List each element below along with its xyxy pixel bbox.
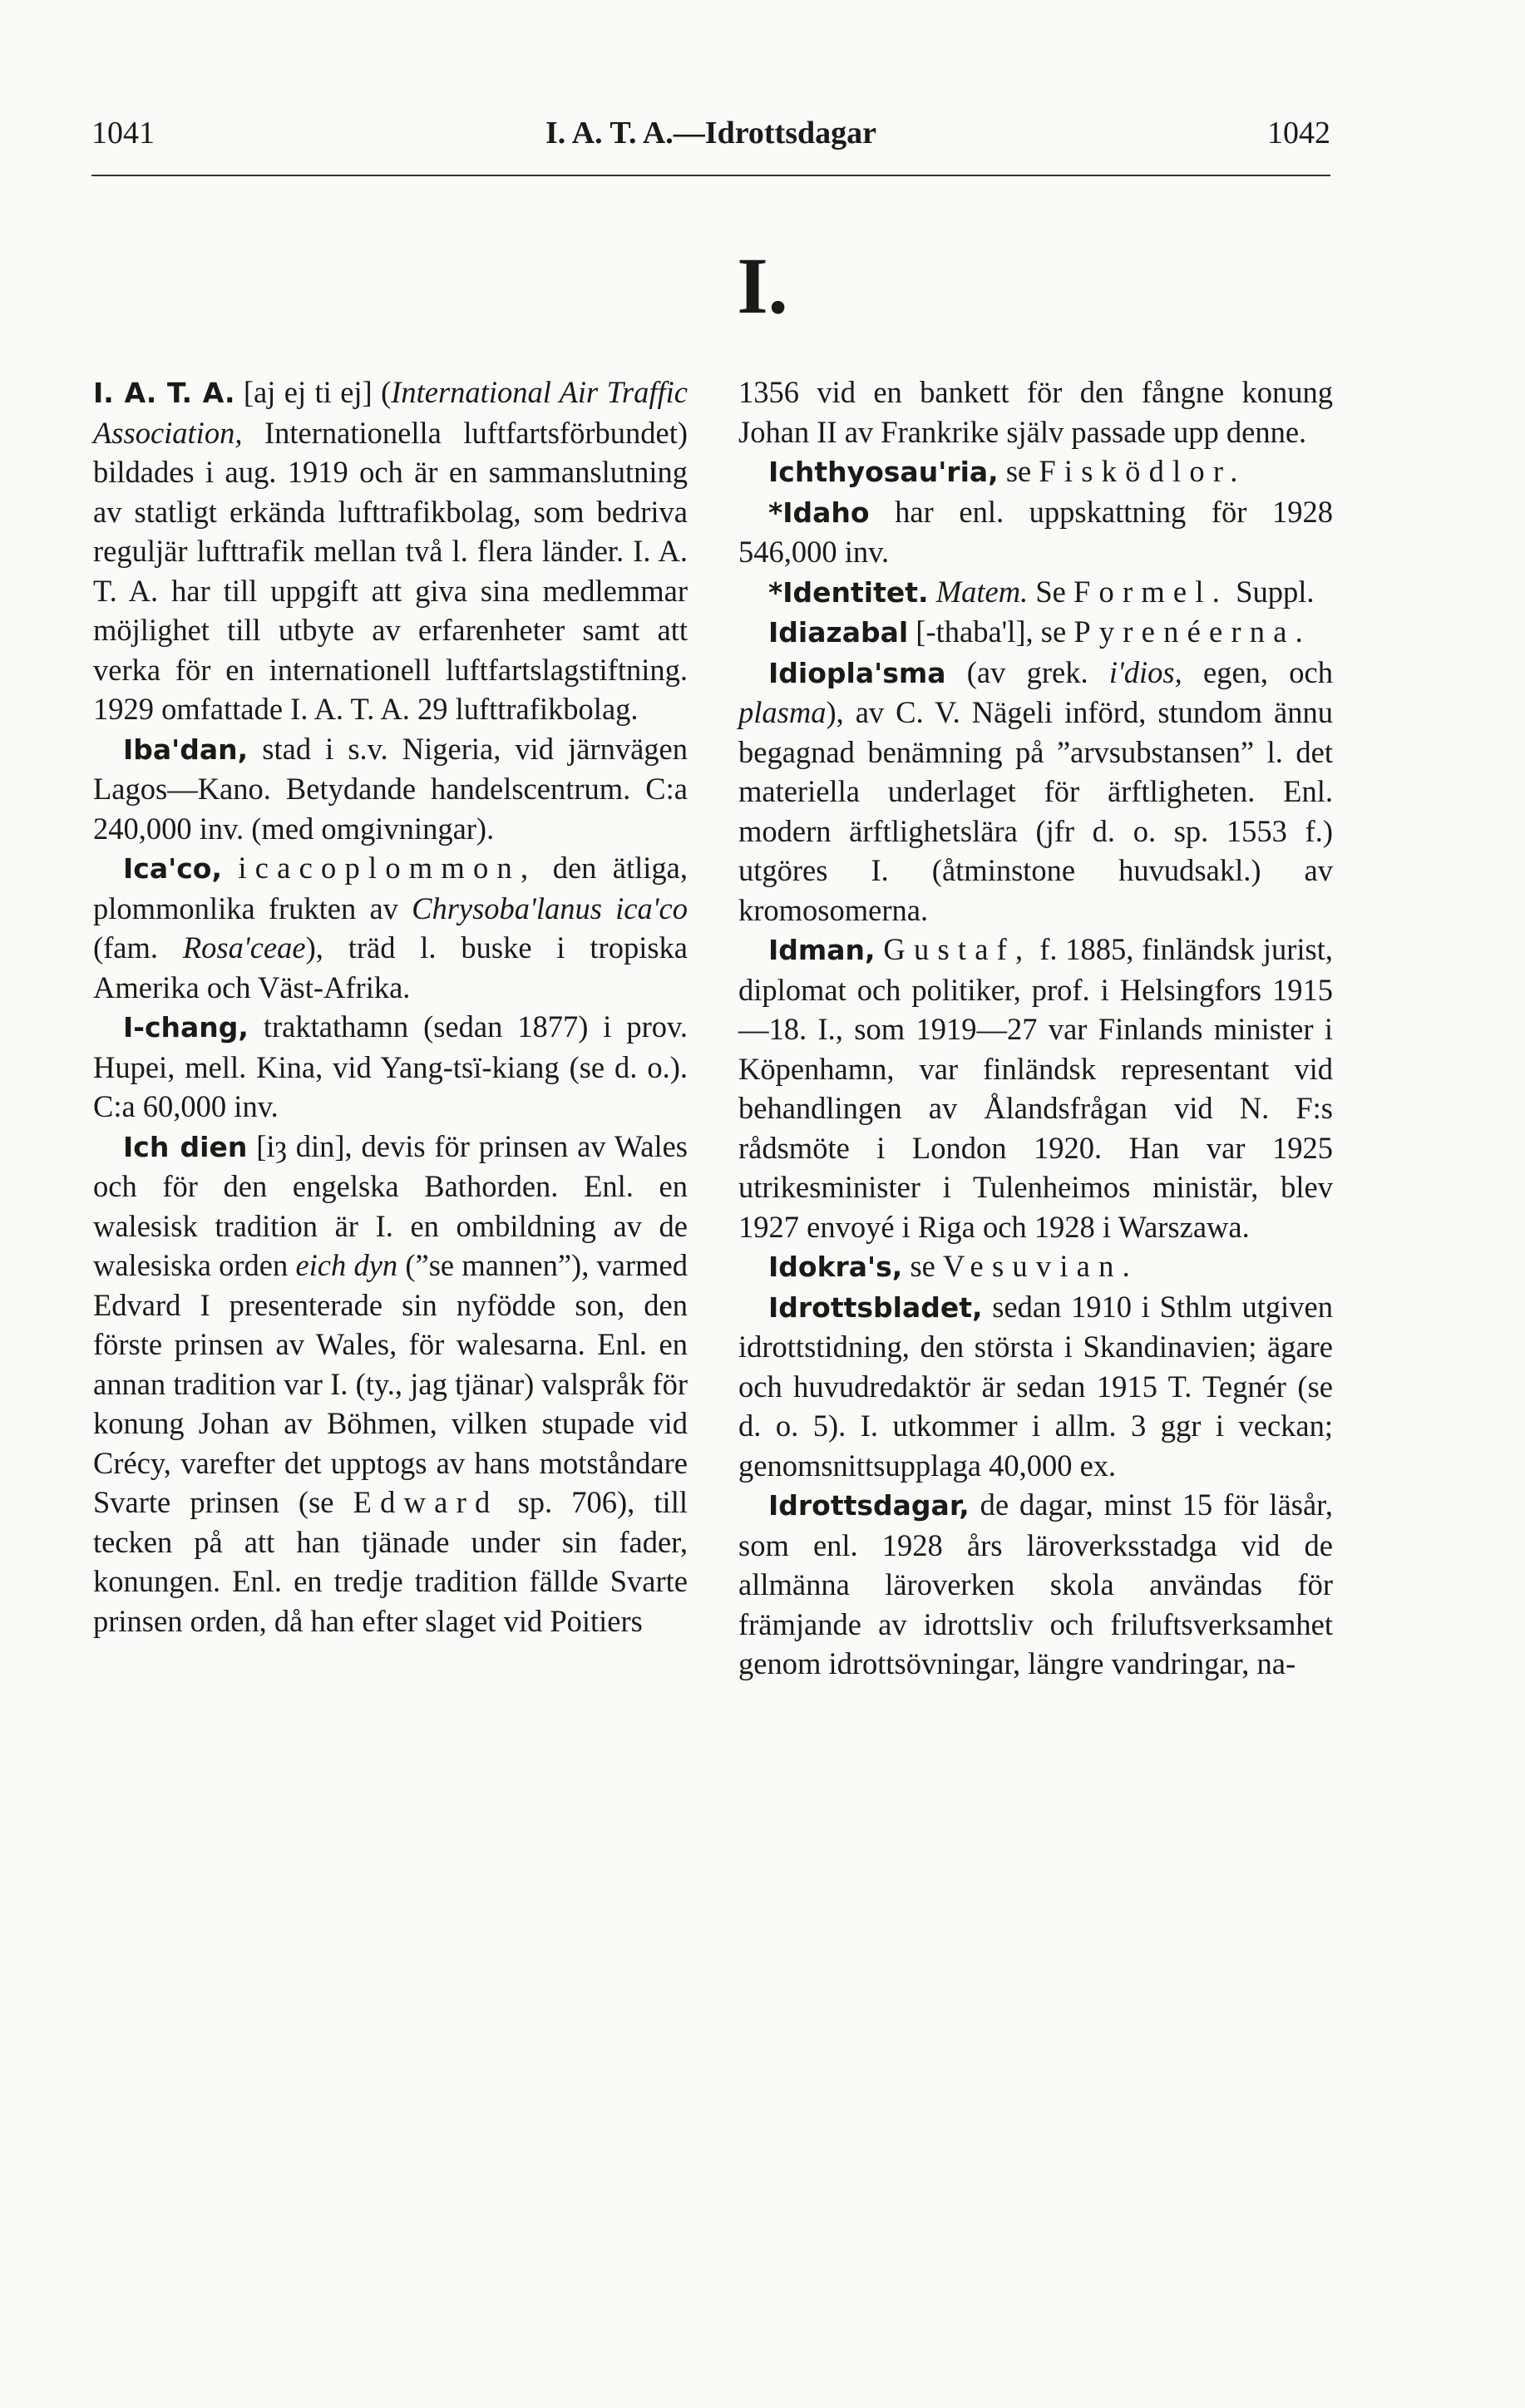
article-entry: [738, 1246, 1333, 1287]
left-column: [93, 373, 688, 1641]
body-text: egen, och: [1182, 654, 1333, 689]
body-text: [-thaba'l], se: [908, 614, 1074, 649]
spaced-cross-reference: Edward: [353, 1485, 499, 1519]
body-text: Se: [1028, 574, 1073, 609]
body-text: 1356 vid en bankett för den fångne konung Johan II av Frankrike själv passade upp denne.: [738, 375, 1333, 449]
body-text: ), av C. V. Nägeli införd, stundom ännu begagnad benämning på ”arvsubstansen” l. det materiella underlaget för ärftligheten. Enl. modern ärftlighetslära (jfr d. o. sp. 1553 f.) utgöres I. (åtminstone huvudsakl.) av kromosomerna.: [738, 695, 1333, 927]
page-number-right: 1042: [1267, 116, 1330, 150]
article-entry: [738, 1485, 1333, 1684]
running-header: [91, 106, 1330, 165]
body-text: [929, 575, 936, 609]
running-title: I. A. T. A.—Idrottsdagar: [545, 116, 877, 150]
headword: *Idaho: [768, 496, 870, 529]
body-text: Suppl.: [1228, 574, 1315, 609]
spaced-cross-reference: Vesuvian.: [943, 1249, 1138, 1283]
headword: Ich dien: [123, 1130, 248, 1163]
spaced-cross-reference: Gustaf,: [883, 932, 1032, 966]
body-text: Internationella luftfartsförbundet) bildades i aug. 1919 och är en sammanslutning av statligt erkända lufttrafikbolag, som bedriva reguljär lufttrafik mellan två l. flera länder. I. A. T. A. har till uppgift att giva sina medlemmar möjlighet till utbyte av erfarenheter samt att verka för en internationell luftfartslagstiftning. 1929 omfattade I. A. T. A. 29 lufttrafikbolag.: [93, 415, 688, 726]
headword: *Identitet.: [768, 575, 929, 609]
italic-text: eich dyn: [295, 1248, 398, 1282]
article-entry: [738, 572, 1333, 613]
italic-text: Chrysoba'lanus ica'co: [412, 891, 688, 925]
article-entry: [93, 373, 688, 729]
italic-text: International Air Traffic Association,: [93, 375, 688, 450]
article-entry: [738, 452, 1333, 492]
body-text: [iȝ din], devis för prinsen av Wales och för den engelska Bathorden. Enl. en walesisk tradition är I. en ombildning av de walesiska orden: [93, 1128, 688, 1282]
body-text: [aj ej ti ej] (: [234, 375, 392, 409]
section-letter: I.: [737, 241, 788, 330]
body-text: se: [998, 454, 1039, 488]
body-text: den ätliga, plommonlika frukten av: [93, 851, 688, 925]
body-text: traktathamn (sedan 1877) i prov. Hupei, mell. Kina, vid Yang-tsï-kiang (se d. o.). C:a 60,000 inv.: [93, 1009, 688, 1123]
body-text: [876, 932, 884, 966]
body-text: sp. 706), till tecken på att han tjänade under sin fader, konungen. Enl. en tredje tradition fällde Svarte prinsen orden, då han efter slaget vid Poitiers: [93, 1485, 688, 1638]
article-entry: [738, 612, 1333, 653]
headword: Idokra's,: [768, 1251, 903, 1283]
article-entry: [93, 848, 688, 1007]
headword: Idrottsbladet,: [768, 1290, 983, 1324]
page-number-left: 1041: [91, 116, 155, 150]
spaced-cross-reference: Formel.: [1073, 574, 1229, 609]
article-entry: [93, 729, 688, 849]
headword: Idiazabal: [768, 616, 909, 649]
headword: I. A. T. A.: [93, 377, 235, 409]
italic-text: Rosa'ceae: [182, 930, 306, 965]
right-column: [738, 373, 1333, 1684]
headword: Idrottsdagar,: [768, 1489, 970, 1522]
headword: Idiopla'sma: [768, 656, 946, 689]
article-entry: [738, 653, 1333, 930]
body-text: stad i s.v. Nigeria, vid järnvägen Lagos—Kano. Betydande handelscentrum. C:a 240,000 inv. (med omgivningar).: [93, 731, 688, 846]
body-text: de dagar, minst 15 för läsår, som enl. 1928 års läroverksstadga vid de allmänna läroverken skola användas för främjande av idrottsliv och friluftsverksamhet genom idrottsövningar, längre vandringar, na-: [738, 1488, 1333, 1680]
article-entry: [93, 1007, 688, 1127]
header-rule: [91, 175, 1330, 176]
body-text: (fam.: [93, 930, 183, 965]
body-text: [222, 851, 238, 885]
spaced-cross-reference: Pyrenéerna.: [1073, 614, 1312, 649]
headword: Ica'co,: [123, 852, 222, 885]
body-text: (”se mannen”), varmed Edvard I presenterade sin nyfödde son, den förste prinsen av Wales, för walesarna. Enl. en annan tradition var I. (ty., jag tjänar) valspråk för konung Johan av Böhmen, vilken stupade vid Crécy, varefter det upptogs av hans motståndare Svarte prinsen (se: [93, 1248, 688, 1519]
italic-text: plasma: [738, 695, 827, 729]
article-entry: [93, 1127, 688, 1641]
article-entry: [738, 373, 1333, 452]
headword: I-chang,: [123, 1011, 249, 1044]
body-text: se: [902, 1249, 943, 1283]
italic-text: Matem.: [935, 574, 1029, 609]
body-text: sedan 1910 i Sthlm utgiven idrottstidning, den största i Skandinavien; ägare och huvudredaktör är sedan 1915 T. Tegnér (se d. o. 5). I. utkommer i allm. 3 ggr i veckan; genomsnittsupplaga 40,000 ex.: [738, 1289, 1333, 1483]
headword: Idman,: [768, 934, 876, 966]
article-entry: [738, 492, 1333, 572]
body-text: f. 1885, finländsk jurist, diplomat och politiker, prof. i Helsingfors 1915—18. I., som 1919—27 var Finlands minister i Köpenhamn, var finländsk representant vid behandlingen av Ålandsfrågan vid N. F:s rådsmöte i London 1920. Han var 1925 utrikesminister i Tulenheimos ministär, blev 1927 envoyé i Riga och 1928 i Warszawa.: [738, 932, 1334, 1244]
headword: Ichthyosau'ria,: [768, 456, 999, 488]
spaced-cross-reference: Fisködlor.: [1039, 454, 1246, 488]
article-entry: [738, 1287, 1333, 1486]
body-text: ), träd l. buske i tropiska Amerika och Väst-Afrika.: [93, 930, 688, 1004]
spaced-cross-reference: icacoplommon,: [238, 851, 537, 885]
italic-text: i'dios,: [1108, 654, 1182, 689]
headword: Iba'dan,: [123, 733, 249, 766]
body-text: har enl. uppskattning för 1928 546,000 inv.: [738, 494, 1333, 569]
article-entry: [738, 930, 1333, 1246]
body-text: (av grek.: [945, 654, 1109, 689]
